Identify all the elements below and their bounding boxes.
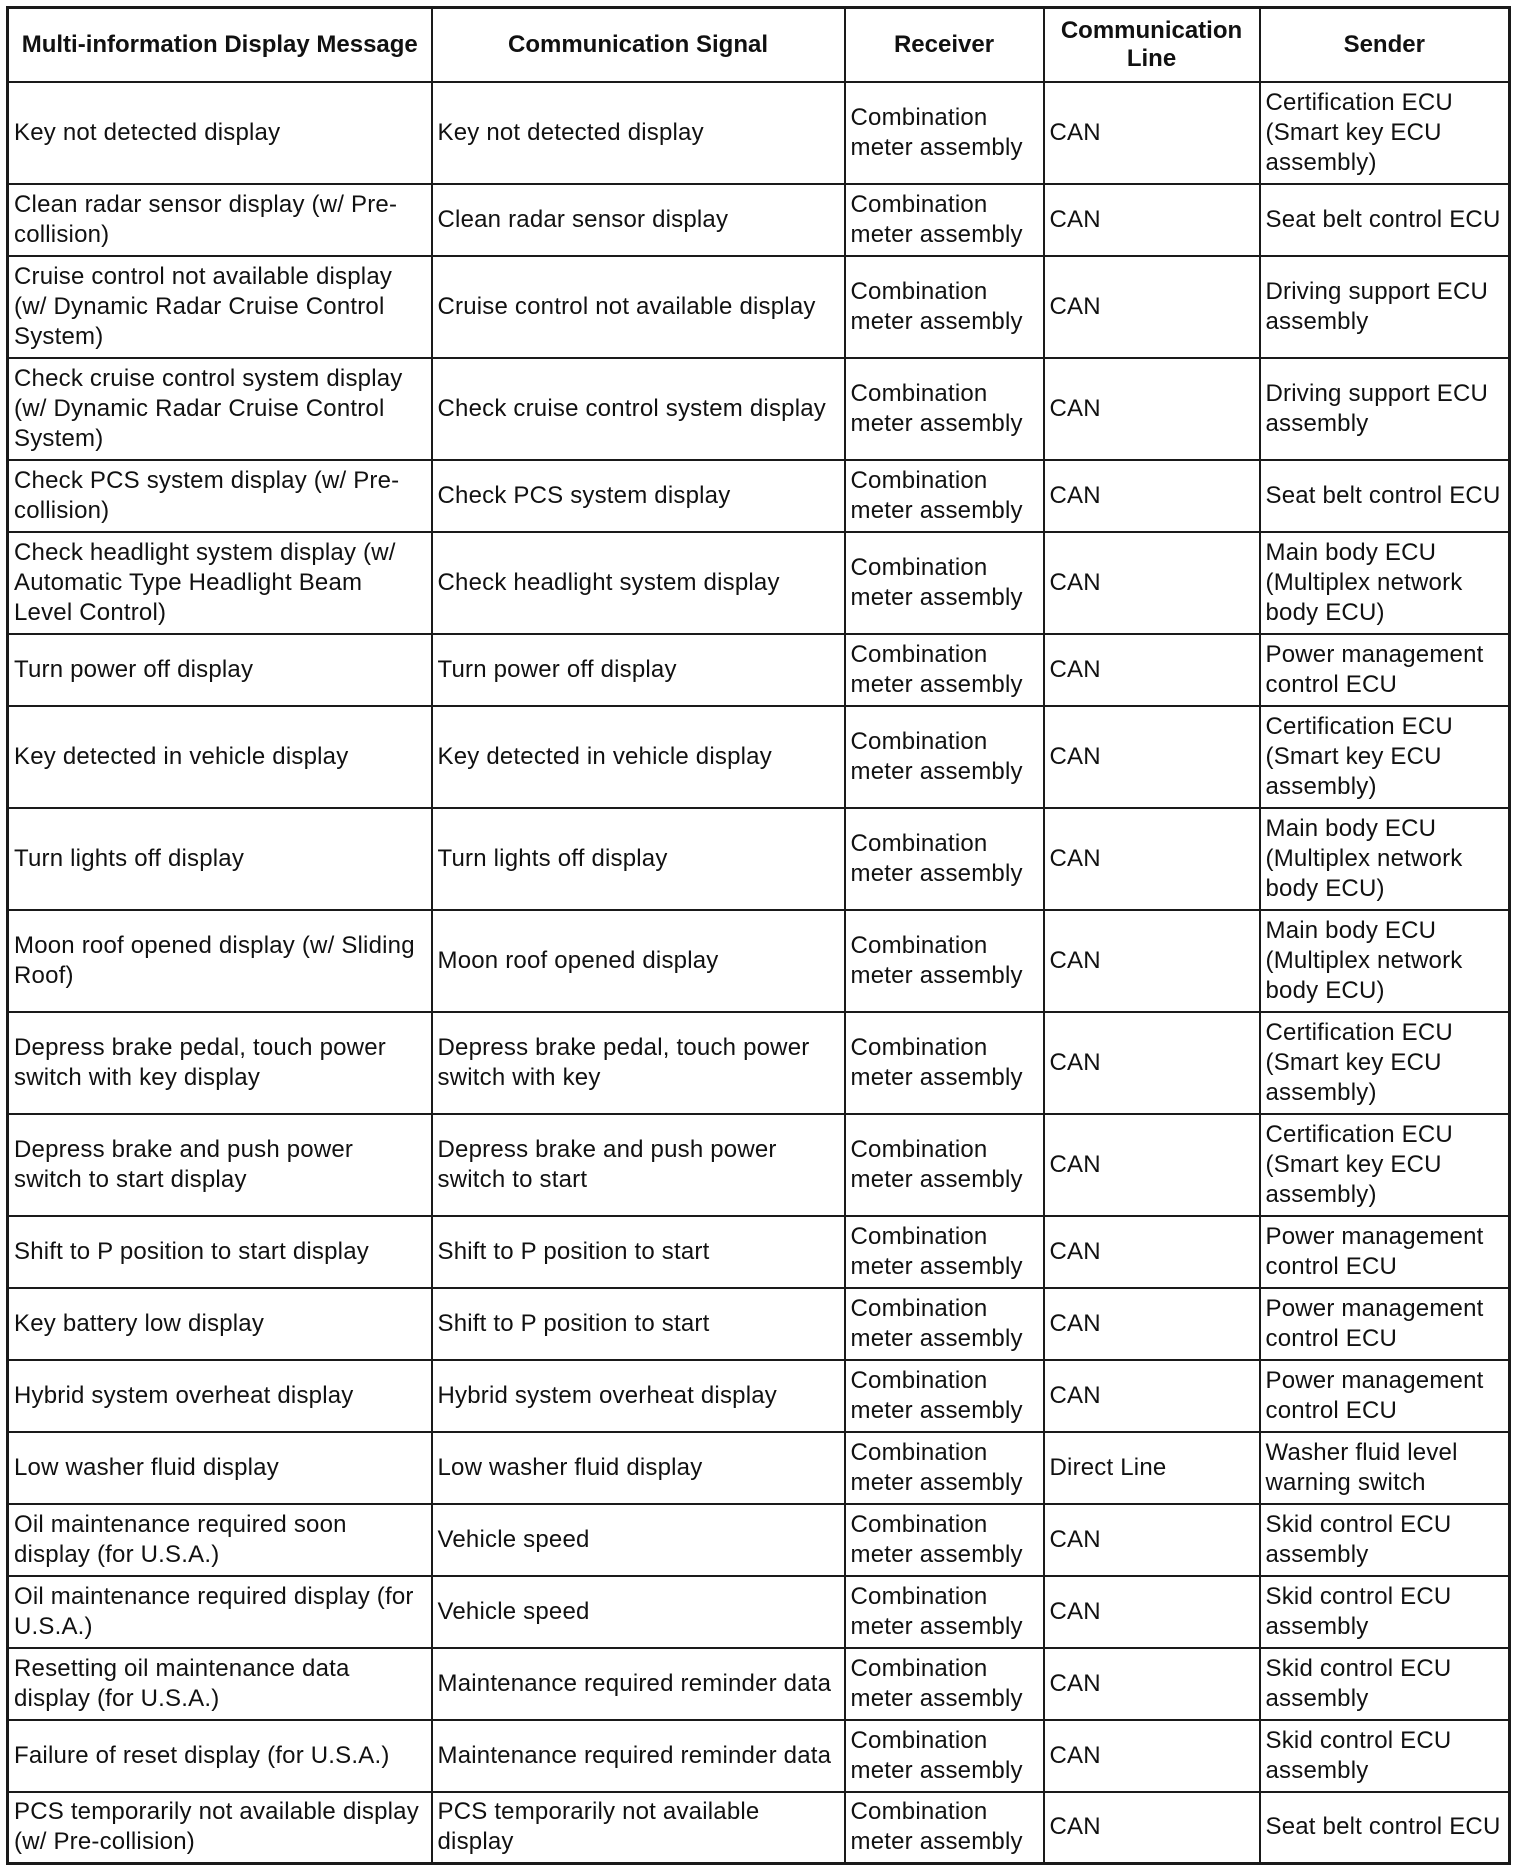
cell-display-message: Resetting oil maintenance data display (for U.S.A.)	[8, 1648, 432, 1720]
cell-communication-signal: Check PCS system display	[432, 460, 845, 532]
cell-receiver: Combination meter assembly	[845, 1288, 1044, 1360]
cell-sender: Power management control ECU	[1260, 1360, 1510, 1432]
cell-communication-line: CAN	[1044, 1576, 1260, 1648]
cell-receiver: Combination meter assembly	[845, 1720, 1044, 1792]
cell-sender: Main body ECU (Multiplex network body ECU)	[1260, 808, 1510, 910]
cell-communication-signal: Key not detected display	[432, 82, 845, 184]
cell-sender: Certification ECU (Smart key ECU assembly)	[1260, 1012, 1510, 1114]
header-receiver: Receiver	[845, 8, 1044, 82]
cell-display-message: Clean radar sensor display (w/ Pre-collision)	[8, 184, 432, 256]
cell-display-message: Oil maintenance required display (for U.S.A.)	[8, 1576, 432, 1648]
table-row	[8, 1576, 1510, 1648]
table-row	[8, 1012, 1510, 1114]
cell-sender: Driving support ECU assembly	[1260, 256, 1510, 358]
table-row	[8, 1648, 1510, 1720]
cell-display-message: Check headlight system display (w/ Automatic Type Headlight Beam Level Control)	[8, 532, 432, 634]
cell-sender: Seat belt control ECU	[1260, 1792, 1510, 1864]
cell-communication-signal: PCS temporarily not available display	[432, 1792, 845, 1864]
cell-communication-signal: Moon roof opened display	[432, 910, 845, 1012]
cell-sender: Seat belt control ECU	[1260, 460, 1510, 532]
cell-communication-line: CAN	[1044, 1648, 1260, 1720]
cell-receiver: Combination meter assembly	[845, 1432, 1044, 1504]
cell-sender: Washer fluid level warning switch	[1260, 1432, 1510, 1504]
cell-communication-line: CAN	[1044, 706, 1260, 808]
cell-receiver: Combination meter assembly	[845, 706, 1044, 808]
cell-communication-signal: Clean radar sensor display	[432, 184, 845, 256]
cell-receiver: Combination meter assembly	[845, 1360, 1044, 1432]
table-row	[8, 1114, 1510, 1216]
header-display-message: Multi-information Display Message	[8, 8, 432, 82]
cell-communication-signal: Vehicle speed	[432, 1576, 845, 1648]
cell-communication-line: Direct Line	[1044, 1432, 1260, 1504]
cell-receiver: Combination meter assembly	[845, 1216, 1044, 1288]
cell-communication-line: CAN	[1044, 460, 1260, 532]
cell-sender: Seat belt control ECU	[1260, 184, 1510, 256]
cell-display-message: Key battery low display	[8, 1288, 432, 1360]
cell-communication-signal: Low washer fluid display	[432, 1432, 845, 1504]
table-row	[8, 184, 1510, 256]
cell-communication-signal: Depress brake and push power switch to start	[432, 1114, 845, 1216]
cell-display-message: Failure of reset display (for U.S.A.)	[8, 1720, 432, 1792]
cell-sender: Certification ECU (Smart key ECU assembly)	[1260, 1114, 1510, 1216]
cell-communication-line: CAN	[1044, 358, 1260, 460]
cell-communication-line: CAN	[1044, 1288, 1260, 1360]
cell-communication-signal: Cruise control not available display	[432, 256, 845, 358]
cell-communication-line: CAN	[1044, 256, 1260, 358]
cell-receiver: Combination meter assembly	[845, 358, 1044, 460]
cell-receiver: Combination meter assembly	[845, 1114, 1044, 1216]
cell-communication-signal: Depress brake pedal, touch power switch with key	[432, 1012, 845, 1114]
cell-receiver: Combination meter assembly	[845, 82, 1044, 184]
cell-receiver: Combination meter assembly	[845, 910, 1044, 1012]
cell-communication-signal: Shift to P position to start	[432, 1216, 845, 1288]
cell-receiver: Combination meter assembly	[845, 1792, 1044, 1864]
cell-display-message: Cruise control not available display (w/ Dynamic Radar Cruise Control System)	[8, 256, 432, 358]
cell-communication-signal: Turn lights off display	[432, 808, 845, 910]
table-row	[8, 532, 1510, 634]
cell-sender: Skid control ECU assembly	[1260, 1504, 1510, 1576]
cell-communication-line: CAN	[1044, 1360, 1260, 1432]
cell-communication-line: CAN	[1044, 532, 1260, 634]
cell-sender: Certification ECU (Smart key ECU assembly)	[1260, 82, 1510, 184]
table-row	[8, 1432, 1510, 1504]
cell-display-message: Hybrid system overheat display	[8, 1360, 432, 1432]
table-row	[8, 808, 1510, 910]
cell-communication-signal: Key detected in vehicle display	[432, 706, 845, 808]
table-row	[8, 706, 1510, 808]
table-row	[8, 1288, 1510, 1360]
cell-communication-signal: Hybrid system overheat display	[432, 1360, 845, 1432]
cell-communication-line: CAN	[1044, 634, 1260, 706]
cell-display-message: Shift to P position to start display	[8, 1216, 432, 1288]
header-communication-line: Communication Line	[1044, 8, 1260, 82]
cell-display-message: Moon roof opened display (w/ Sliding Roof)	[8, 910, 432, 1012]
cell-display-message: Check cruise control system display (w/ Dynamic Radar Cruise Control System)	[8, 358, 432, 460]
cell-display-message: Depress brake pedal, touch power switch with key display	[8, 1012, 432, 1114]
table-row	[8, 1504, 1510, 1576]
cell-sender: Skid control ECU assembly	[1260, 1648, 1510, 1720]
table-row	[8, 256, 1510, 358]
cell-communication-line: CAN	[1044, 1792, 1260, 1864]
cell-display-message: Turn lights off display	[8, 808, 432, 910]
cell-communication-line: CAN	[1044, 1720, 1260, 1792]
table-row	[8, 460, 1510, 532]
table-row	[8, 1720, 1510, 1792]
cell-display-message: Turn power off display	[8, 634, 432, 706]
cell-display-message: Low washer fluid display	[8, 1432, 432, 1504]
cell-communication-line: CAN	[1044, 1504, 1260, 1576]
cell-communication-signal: Vehicle speed	[432, 1504, 845, 1576]
cell-sender: Certification ECU (Smart key ECU assembly)	[1260, 706, 1510, 808]
cell-communication-line: CAN	[1044, 82, 1260, 184]
cell-display-message: Key detected in vehicle display	[8, 706, 432, 808]
cell-sender: Main body ECU (Multiplex network body ECU)	[1260, 532, 1510, 634]
cell-receiver: Combination meter assembly	[845, 532, 1044, 634]
cell-display-message: Key not detected display	[8, 82, 432, 184]
cell-communication-line: CAN	[1044, 808, 1260, 910]
cell-display-message: Depress brake and push power switch to start display	[8, 1114, 432, 1216]
cell-display-message: Oil maintenance required soon display (for U.S.A.)	[8, 1504, 432, 1576]
cell-receiver: Combination meter assembly	[845, 1012, 1044, 1114]
table-row	[8, 1792, 1510, 1864]
cell-communication-line: CAN	[1044, 1216, 1260, 1288]
table-row	[8, 82, 1510, 184]
header-row	[8, 8, 1510, 82]
header-communication-signal: Communication Signal	[432, 8, 845, 82]
cell-display-message: PCS temporarily not available display (w/ Pre-collision)	[8, 1792, 432, 1864]
cell-receiver: Combination meter assembly	[845, 460, 1044, 532]
cell-communication-line: CAN	[1044, 910, 1260, 1012]
cell-communication-signal: Check headlight system display	[432, 532, 845, 634]
cell-receiver: Combination meter assembly	[845, 184, 1044, 256]
cell-communication-signal: Maintenance required reminder data	[432, 1720, 845, 1792]
table-row	[8, 1360, 1510, 1432]
cell-communication-signal: Shift to P position to start	[432, 1288, 845, 1360]
cell-display-message: Check PCS system display (w/ Pre-collision)	[8, 460, 432, 532]
cell-sender: Skid control ECU assembly	[1260, 1576, 1510, 1648]
cell-communication-signal: Check cruise control system display	[432, 358, 845, 460]
cell-receiver: Combination meter assembly	[845, 1576, 1044, 1648]
table-row	[8, 634, 1510, 706]
cell-sender: Driving support ECU assembly	[1260, 358, 1510, 460]
table-row	[8, 1216, 1510, 1288]
cell-receiver: Combination meter assembly	[845, 1648, 1044, 1720]
cell-communication-signal: Maintenance required reminder data	[432, 1648, 845, 1720]
cell-communication-line: CAN	[1044, 1012, 1260, 1114]
cell-sender: Power management control ECU	[1260, 1288, 1510, 1360]
cell-sender: Power management control ECU	[1260, 634, 1510, 706]
cell-communication-line: CAN	[1044, 184, 1260, 256]
table-row	[8, 358, 1510, 460]
cell-communication-line: CAN	[1044, 1114, 1260, 1216]
cell-receiver: Combination meter assembly	[845, 256, 1044, 358]
header-sender: Sender	[1260, 8, 1510, 82]
cell-receiver: Combination meter assembly	[845, 634, 1044, 706]
cell-sender: Skid control ECU assembly	[1260, 1720, 1510, 1792]
cell-communication-signal: Turn power off display	[432, 634, 845, 706]
cell-sender: Main body ECU (Multiplex network body ECU)	[1260, 910, 1510, 1012]
cell-receiver: Combination meter assembly	[845, 808, 1044, 910]
table-row	[8, 910, 1510, 1012]
cell-sender: Power management control ECU	[1260, 1216, 1510, 1288]
signal-table	[6, 6, 1511, 1865]
cell-receiver: Combination meter assembly	[845, 1504, 1044, 1576]
